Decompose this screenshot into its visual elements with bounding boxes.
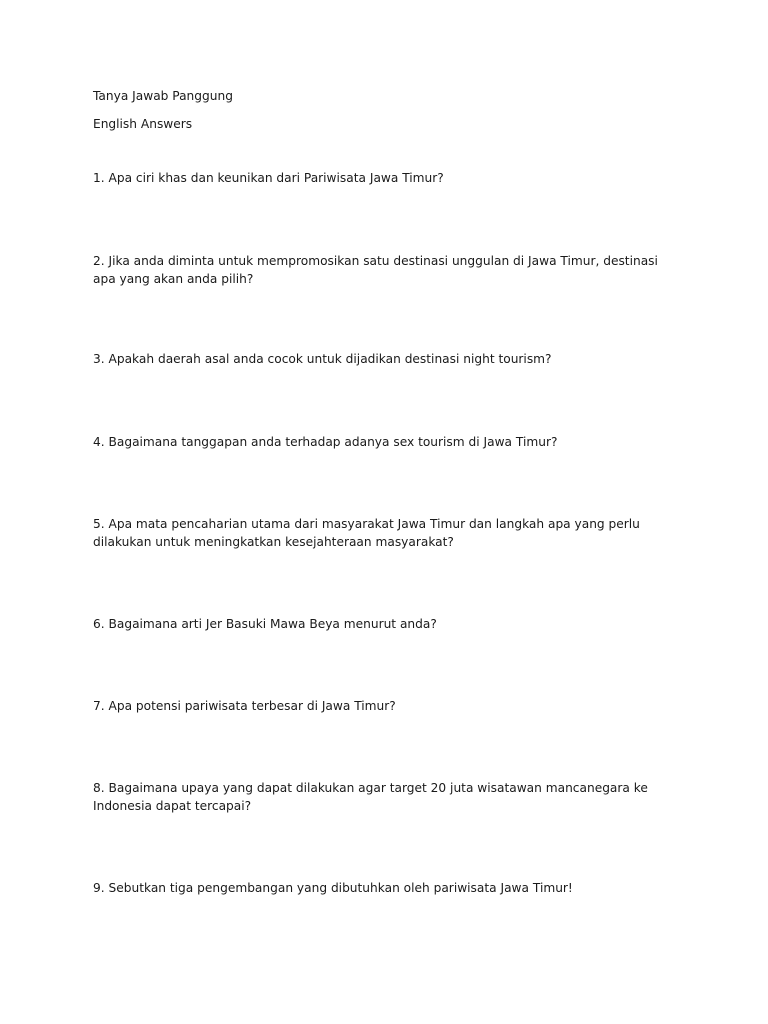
question-6: 6. Bagaimana arti Jer Basuki Mawa Beya menurut anda? [93,617,437,631]
question-1: 1. Apa ciri khas dan keunikan dari Pariwisata Jawa Timur? [93,171,444,185]
question-4: 4. Bagaimana tanggapan anda terhadap adanya sex tourism di Jawa Timur? [93,435,558,449]
question-9: 9. Sebutkan tiga pengembangan yang dibutuhkan oleh pariwisata Jawa Timur! [93,881,573,895]
question-5: 5. Apa mata pencaharian utama dari masyarakat Jawa Timur dan langkah apa yang perlu dilakukan untuk meningkatkan kesejahteraan masyarakat? [93,517,640,549]
question-7: 7. Apa potensi pariwisata terbesar di Jawa Timur? [93,699,396,713]
document-title: Tanya Jawab Panggung [93,89,233,103]
document-subtitle: English Answers [93,117,193,131]
question-8: 8. Bagaimana upaya yang dapat dilakukan agar target 20 juta wisatawan mancanegara ke Indonesia dapat tercapai? [93,781,648,813]
question-2: 2. Jika anda diminta untuk mempromosikan satu destinasi unggulan di Jawa Timur, destinasi apa yang akan anda pilih? [93,254,658,286]
question-3: 3. Apakah daerah asal anda cocok untuk dijadikan destinasi night tourism? [93,352,552,366]
